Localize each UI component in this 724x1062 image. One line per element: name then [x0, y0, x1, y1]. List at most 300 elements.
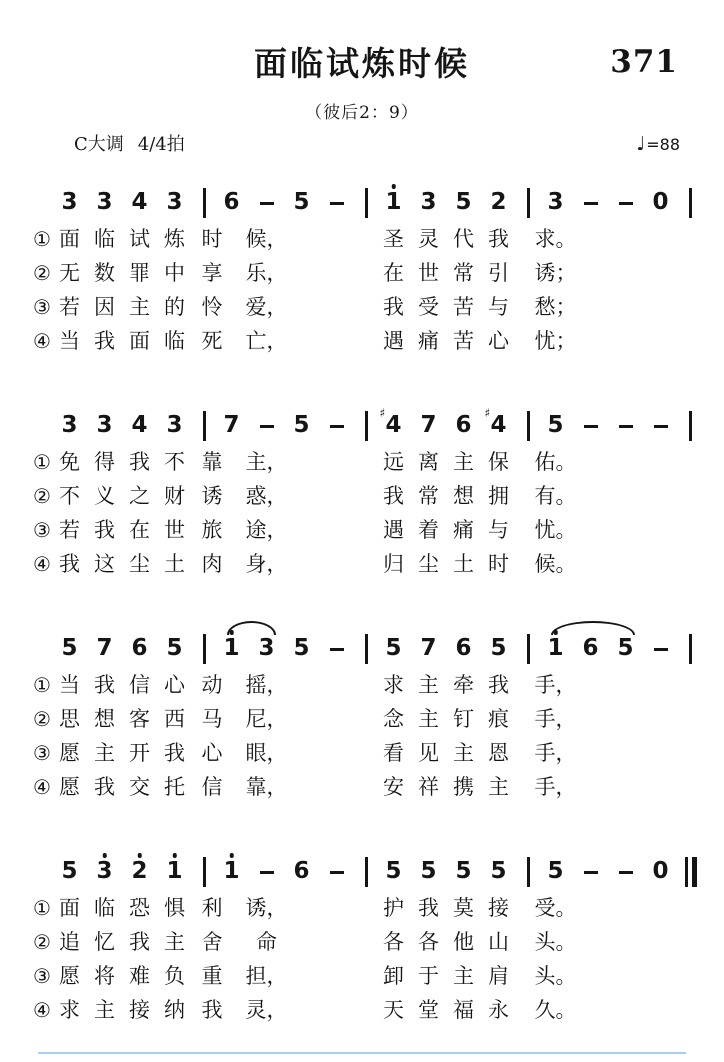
- lyric-char: 肩: [488, 964, 509, 988]
- lyric-char: 炼: [164, 227, 185, 251]
- lyric-char: 堂: [418, 998, 439, 1022]
- lyric-char: 主: [418, 707, 439, 731]
- lyric-char: 与: [488, 295, 509, 319]
- dash-note: [330, 202, 344, 205]
- lyric-char: 痛: [418, 329, 439, 353]
- dash-note: [330, 425, 344, 428]
- lyric-char: 无: [59, 261, 80, 285]
- lyric-char: 摇，: [245, 673, 288, 697]
- lyric-char: 我: [94, 775, 115, 799]
- lyric-char: 动: [201, 673, 223, 697]
- lyric-char: 死: [201, 329, 223, 353]
- bottom-rule: [38, 1052, 686, 1054]
- note-digit: 6: [455, 412, 472, 438]
- lyric-char: 天: [383, 998, 404, 1022]
- note-digit: 5: [385, 635, 402, 661]
- lyric-char: 追: [59, 930, 80, 954]
- note-digit: 7: [96, 635, 113, 661]
- lyric-char: 若: [59, 295, 80, 319]
- lyric-char: 久。: [534, 998, 577, 1022]
- lyric-char: 候。: [534, 552, 577, 576]
- note-digit: 5: [61, 858, 78, 884]
- barline: [527, 634, 530, 664]
- lyric-char: 怜: [201, 295, 223, 319]
- lyric-char: 重: [201, 964, 223, 988]
- lyric-char: 惑，: [245, 484, 288, 508]
- lyric-char: 接: [488, 896, 509, 920]
- barline: [527, 411, 530, 441]
- final-barline-thick: [692, 857, 697, 887]
- note-digit: 2: [131, 858, 148, 884]
- lyric-char: 我: [164, 741, 185, 765]
- note-digit: 5: [293, 412, 310, 438]
- lyric-char: 我: [129, 930, 150, 954]
- lyric-char: 客: [129, 707, 150, 731]
- lyric-char: 眼，: [245, 741, 288, 765]
- lyric-char: 临: [94, 896, 115, 920]
- barline: [527, 188, 530, 218]
- note-digit: 3: [420, 189, 437, 215]
- note-digit: 5: [166, 635, 183, 661]
- verse-number: ④: [33, 998, 51, 1022]
- lyric-char: 我: [129, 450, 150, 474]
- lyric-char: 手，: [534, 741, 577, 765]
- lyric-char: 护: [383, 896, 404, 920]
- verse-number: ③: [33, 295, 51, 319]
- lyric-char: 免: [59, 450, 80, 474]
- scripture-reference: （彼后2：9）: [305, 103, 419, 123]
- lyric-line-1: [0, 447, 724, 481]
- lyric-char: 临: [164, 329, 185, 353]
- key-signature: C大调: [74, 134, 124, 155]
- lyric-char: 主: [164, 930, 185, 954]
- barline: [203, 857, 206, 887]
- lyric-char: 携: [453, 775, 474, 799]
- note-digit: 3: [61, 412, 78, 438]
- note-digit: 5: [293, 635, 310, 661]
- lyric-char: 若: [59, 518, 80, 542]
- dash-note: [654, 648, 668, 651]
- lyric-char: 西: [164, 707, 185, 731]
- lyric-char: 时: [488, 552, 509, 576]
- lyric-char: 将: [94, 964, 115, 988]
- lyric-char: 愿: [59, 775, 80, 799]
- hymn-sheet-page: [0, 38, 724, 1062]
- octave-dot: [229, 853, 234, 858]
- music-sections: [0, 174, 724, 1029]
- barline: [689, 411, 692, 441]
- lyric-char: 求: [383, 673, 404, 697]
- lyric-char: 世: [418, 261, 439, 285]
- lyric-char: 交: [129, 775, 150, 799]
- verse-number: ③: [33, 964, 51, 988]
- lyric-char: 之: [129, 484, 150, 508]
- note-digit: 1: [223, 635, 240, 661]
- note-digit: 2: [490, 189, 507, 215]
- lyric-char: 我: [59, 552, 80, 576]
- lyric-char: 尘: [418, 552, 439, 576]
- lyric-char: 他: [453, 930, 474, 954]
- lyric-char: 身，: [245, 552, 288, 576]
- lyric-char: 佑。: [534, 450, 577, 474]
- meta-row: [0, 130, 724, 156]
- barline: [527, 857, 530, 887]
- dash-note: [260, 202, 274, 205]
- hymn-section-1: [0, 174, 724, 360]
- lyric-char: 忆: [94, 930, 115, 954]
- barline: [365, 857, 368, 887]
- note-digit: 1: [223, 858, 240, 884]
- lyric-char: 山: [488, 930, 509, 954]
- note-digit: 7: [420, 412, 437, 438]
- lyric-char: 中: [164, 261, 185, 285]
- lyric-char: 世: [164, 518, 185, 542]
- final-barline-thin: [685, 857, 688, 887]
- lyric-char: 遇: [383, 518, 404, 542]
- note-digit: 3: [547, 189, 564, 215]
- lyric-char: 我: [418, 896, 439, 920]
- note-digit: 3: [258, 635, 275, 661]
- lyric-char: 担，: [245, 964, 288, 988]
- lyric-char: 我: [383, 484, 404, 508]
- lyric-char: 因: [94, 295, 115, 319]
- lyric-char: 愿: [59, 741, 80, 765]
- lyric-char: 灵，: [245, 998, 288, 1022]
- verse-number: ②: [33, 261, 51, 285]
- note-digit: 6: [455, 635, 472, 661]
- lyric-char: 念: [383, 707, 404, 731]
- note-digit: 3: [96, 189, 113, 215]
- verse-number: ②: [33, 930, 51, 954]
- lyric-char: 试: [129, 227, 150, 251]
- lyric-char: 我: [94, 329, 115, 353]
- rest-note: 0: [652, 189, 669, 215]
- lyric-char: 引: [488, 261, 509, 285]
- lyric-char: 各: [383, 930, 404, 954]
- tempo-marking: [636, 133, 680, 155]
- note-digit: 3: [61, 189, 78, 215]
- lyric-char: 得: [94, 450, 115, 474]
- notation-line: [0, 843, 724, 893]
- octave-dot: [102, 853, 107, 858]
- sharp-icon: ♯: [484, 406, 491, 420]
- note-digit: 5: [490, 858, 507, 884]
- lyric-line-4: [0, 772, 724, 806]
- lyric-char: 着: [418, 518, 439, 542]
- verse-number: ①: [33, 896, 51, 920]
- note-digit: 6: [293, 858, 310, 884]
- quarter-note-icon: ♩: [636, 133, 646, 155]
- lyric-char: 我: [488, 673, 509, 697]
- time-signature: 4/4拍: [137, 134, 185, 155]
- dash-note: [260, 871, 274, 874]
- lyric-char: 利: [201, 896, 223, 920]
- octave-dot: [137, 853, 142, 858]
- lyric-char: 保: [488, 450, 509, 474]
- note-digit: 5: [455, 858, 472, 884]
- lyric-char: 尼，: [245, 707, 288, 731]
- lyric-char: 靠: [201, 450, 223, 474]
- lyric-char: 土: [453, 552, 474, 576]
- lyric-char: 主: [453, 741, 474, 765]
- note-digit: 1: [385, 189, 402, 215]
- dash-note: [619, 202, 633, 205]
- lyric-char: 开: [129, 741, 150, 765]
- lyric-char: 亡，: [245, 329, 288, 353]
- note-digit: 4: [385, 412, 402, 438]
- lyric-char: 靠，: [245, 775, 288, 799]
- barline: [365, 411, 368, 441]
- lyric-char: 福: [453, 998, 474, 1022]
- lyric-char: 途，: [245, 518, 288, 542]
- page-title: 面临试炼时候: [254, 44, 470, 83]
- note-digit: 5: [455, 189, 472, 215]
- lyric-char: 我: [201, 998, 223, 1022]
- lyric-char: 永: [488, 998, 509, 1022]
- note-digit: 4: [490, 412, 507, 438]
- verse-number: ③: [33, 741, 51, 765]
- lyric-char: 享: [201, 261, 223, 285]
- lyric-char: 土: [164, 552, 185, 576]
- note-digit: 6: [582, 635, 599, 661]
- lyric-line-1: [0, 224, 724, 258]
- slur-arc: [227, 621, 276, 635]
- note-digit: 4: [131, 412, 148, 438]
- dash-note: [330, 648, 344, 651]
- lyric-char: 临: [94, 227, 115, 251]
- dash-note: [330, 871, 344, 874]
- lyric-char: 马: [201, 707, 223, 731]
- lyric-char: 心: [201, 741, 223, 765]
- lyric-char: 心: [164, 673, 185, 697]
- dash-note: [619, 425, 633, 428]
- dash-note: [584, 202, 598, 205]
- lyric-char: 数: [94, 261, 115, 285]
- note-digit: 3: [166, 189, 183, 215]
- lyric-char: 诱；: [534, 261, 577, 285]
- lyric-char: 遇: [383, 329, 404, 353]
- note-digit: 5: [547, 412, 564, 438]
- lyric-char: 时: [201, 227, 223, 251]
- note-digit: 1: [547, 635, 564, 661]
- hymn-section-3: [0, 620, 724, 806]
- barline: [689, 634, 692, 664]
- note-digit: 5: [61, 635, 78, 661]
- lyric-char: 面: [59, 896, 80, 920]
- lyric-char: 在: [129, 518, 150, 542]
- barline: [365, 188, 368, 218]
- note-digit: 6: [131, 635, 148, 661]
- lyric-line-4: [0, 326, 724, 360]
- note-digit: 7: [420, 635, 437, 661]
- lyric-char: 我: [94, 673, 115, 697]
- lyric-line-3: [0, 961, 724, 995]
- notation-line: [0, 174, 724, 224]
- lyric-char: 主: [94, 998, 115, 1022]
- note-digit: 5: [490, 635, 507, 661]
- dash-note: [619, 871, 633, 874]
- note-digit: 1: [166, 858, 183, 884]
- lyric-char: 乐，: [245, 261, 288, 285]
- lyric-char: 忧；: [534, 329, 577, 353]
- lyric-char: 安: [383, 775, 404, 799]
- lyric-line-4: [0, 549, 724, 583]
- lyric-char: 常: [418, 484, 439, 508]
- note-digit: 6: [223, 189, 240, 215]
- note-digit: 3: [166, 412, 183, 438]
- lyric-char: 难: [129, 964, 150, 988]
- verse-number: ③: [33, 518, 51, 542]
- lyric-char: 卸: [383, 964, 404, 988]
- lyric-char: 当: [59, 673, 80, 697]
- lyric-char: 头。: [534, 930, 577, 954]
- lyric-char: 手，: [534, 775, 577, 799]
- lyric-char: 拥: [488, 484, 509, 508]
- lyric-char: 旅: [201, 518, 223, 542]
- lyric-char: 惧: [164, 896, 185, 920]
- lyric-char: 于: [418, 964, 439, 988]
- octave-dot: [172, 853, 177, 858]
- barline: [203, 188, 206, 218]
- lyric-char: 肉: [201, 552, 223, 576]
- verse-number: ①: [33, 673, 51, 697]
- lyric-char: 这: [94, 552, 115, 576]
- lyric-char: 思: [59, 707, 80, 731]
- lyric-char: 钉: [453, 707, 474, 731]
- note-digit: 5: [547, 858, 564, 884]
- verse-number: ①: [33, 450, 51, 474]
- lyric-char: 愁；: [534, 295, 577, 319]
- lyric-char: 忧。: [534, 518, 577, 542]
- lyric-char: 愿: [59, 964, 80, 988]
- lyric-char: 莫: [453, 896, 474, 920]
- lyric-char: 想: [94, 707, 115, 731]
- lyric-char: 手，: [534, 673, 577, 697]
- sharp-icon: ♯: [379, 406, 386, 420]
- lyric-char: 恐: [129, 896, 150, 920]
- lyric-line-2: [0, 704, 724, 738]
- dash-note: [260, 425, 274, 428]
- lyric-char: 看: [383, 741, 404, 765]
- lyric-char: 不: [164, 450, 185, 474]
- lyric-char: 在: [383, 261, 404, 285]
- note-digit: 5: [420, 858, 437, 884]
- lyric-char: 我: [383, 295, 404, 319]
- lyric-char: 命: [256, 930, 277, 954]
- lyric-char: 与: [488, 518, 509, 542]
- lyric-char: 主: [129, 295, 150, 319]
- lyric-char: 求。: [534, 227, 577, 251]
- slur-arc: [551, 621, 635, 635]
- lyric-char: 的: [164, 295, 185, 319]
- lyric-char: 托: [164, 775, 185, 799]
- lyric-line-3: [0, 738, 724, 772]
- lyric-char: 求: [59, 998, 80, 1022]
- lyric-char: 恩: [488, 741, 509, 765]
- lyric-char: 牵: [453, 673, 474, 697]
- lyric-char: 离: [418, 450, 439, 474]
- lyric-char: 苦: [453, 329, 474, 353]
- lyric-char: 归: [383, 552, 404, 576]
- lyric-char: 各: [418, 930, 439, 954]
- lyric-char: 头。: [534, 964, 577, 988]
- barline: [203, 634, 206, 664]
- lyric-char: 不: [59, 484, 80, 508]
- lyric-char: 受。: [534, 896, 577, 920]
- lyric-char: 痕: [488, 707, 509, 731]
- dash-note: [584, 425, 598, 428]
- lyric-char: 信: [129, 673, 150, 697]
- octave-dot: [391, 184, 396, 189]
- lyric-char: 诱，: [245, 896, 288, 920]
- lyric-line-1: [0, 670, 724, 704]
- note-digit: 7: [223, 412, 240, 438]
- hymn-section-2: [0, 397, 724, 583]
- lyric-char: 舍: [201, 930, 223, 954]
- lyric-char: 痛: [453, 518, 474, 542]
- lyric-char: 苦: [453, 295, 474, 319]
- lyric-char: 我: [488, 227, 509, 251]
- lyric-char: 爱，: [245, 295, 288, 319]
- note-digit: 5: [617, 635, 634, 661]
- tempo-value: =88: [646, 135, 680, 154]
- hymn-number: 371: [610, 44, 678, 80]
- rest-note: 0: [652, 858, 669, 884]
- lyric-line-3: [0, 292, 724, 326]
- lyric-char: 罪: [129, 261, 150, 285]
- lyric-char: 远: [383, 450, 404, 474]
- lyric-char: 有。: [534, 484, 577, 508]
- note-digit: 3: [96, 858, 113, 884]
- lyric-line-2: [0, 258, 724, 292]
- note-digit: 5: [385, 858, 402, 884]
- notation-line: [0, 620, 724, 670]
- note-digit: 3: [96, 412, 113, 438]
- note-digit: 5: [293, 189, 310, 215]
- lyric-char: 信: [201, 775, 223, 799]
- barline: [689, 188, 692, 218]
- lyric-char: 代: [453, 227, 474, 251]
- barline: [203, 411, 206, 441]
- lyric-char: 纳: [164, 998, 185, 1022]
- lyric-char: 接: [129, 998, 150, 1022]
- lyric-char: 受: [418, 295, 439, 319]
- lyric-char: 主: [453, 964, 474, 988]
- note-digit: 4: [131, 189, 148, 215]
- lyric-char: 面: [129, 329, 150, 353]
- lyric-char: 面: [59, 227, 80, 251]
- dash-note: [584, 871, 598, 874]
- lyric-char: 主: [94, 741, 115, 765]
- lyric-char: 财: [164, 484, 185, 508]
- verse-number: ②: [33, 707, 51, 731]
- lyric-char: 诱: [201, 484, 223, 508]
- lyric-char: 祥: [418, 775, 439, 799]
- lyric-char: 候，: [245, 227, 288, 251]
- verse-number: ④: [33, 552, 51, 576]
- lyric-char: 义: [94, 484, 115, 508]
- lyric-char: 见: [418, 741, 439, 765]
- lyric-char: 常: [453, 261, 474, 285]
- lyric-char: 想: [453, 484, 474, 508]
- hymn-section-4: [0, 843, 724, 1029]
- lyric-char: 当: [59, 329, 80, 353]
- verse-number: ④: [33, 329, 51, 353]
- lyric-char: 主: [418, 673, 439, 697]
- lyric-line-2: [0, 481, 724, 515]
- lyric-char: 圣: [383, 227, 404, 251]
- lyric-char: 心: [488, 329, 509, 353]
